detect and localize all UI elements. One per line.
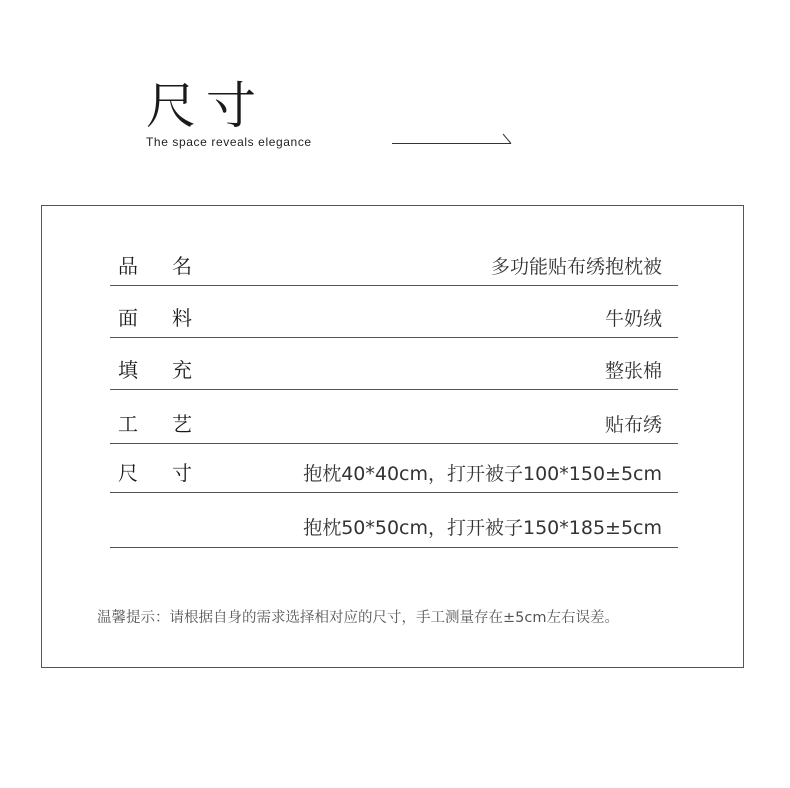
- spec-row-name: [110, 244, 678, 286]
- spec-table: [110, 244, 678, 558]
- spec-label: 品名: [118, 254, 226, 278]
- spec-label: 尺寸: [118, 461, 226, 485]
- tip-note: 温馨提示：请根据自身的需求选择相对应的尺寸，手工测量存在±5cm左右误差。: [97, 610, 619, 626]
- spec-value: 抱枕40*40cm，打开被子100*150±5cm: [303, 463, 662, 485]
- spec-value: 牛奶绒: [604, 308, 662, 330]
- spec-row-craft: [110, 400, 678, 444]
- spec-row-size: [110, 454, 678, 493]
- page-subtitle: The space reveals elegance: [146, 135, 312, 149]
- arrow-right-icon: [392, 133, 516, 147]
- spec-value: 多功能贴布绣抱枕被: [490, 256, 662, 278]
- spec-value: 整张棉: [604, 360, 662, 382]
- spec-row-size-alt: [110, 503, 678, 548]
- spec-row-fabric: [110, 296, 678, 338]
- page-title: 尺寸: [146, 77, 266, 135]
- spec-row-filling: [110, 348, 678, 390]
- spec-label: 工艺: [118, 412, 226, 436]
- spec-label: 填充: [118, 358, 226, 382]
- spec-value: 抱枕50*50cm，打开被子150*185±5cm: [303, 517, 662, 539]
- spec-value: 贴布绣: [604, 414, 662, 436]
- spec-label: 面料: [118, 306, 226, 330]
